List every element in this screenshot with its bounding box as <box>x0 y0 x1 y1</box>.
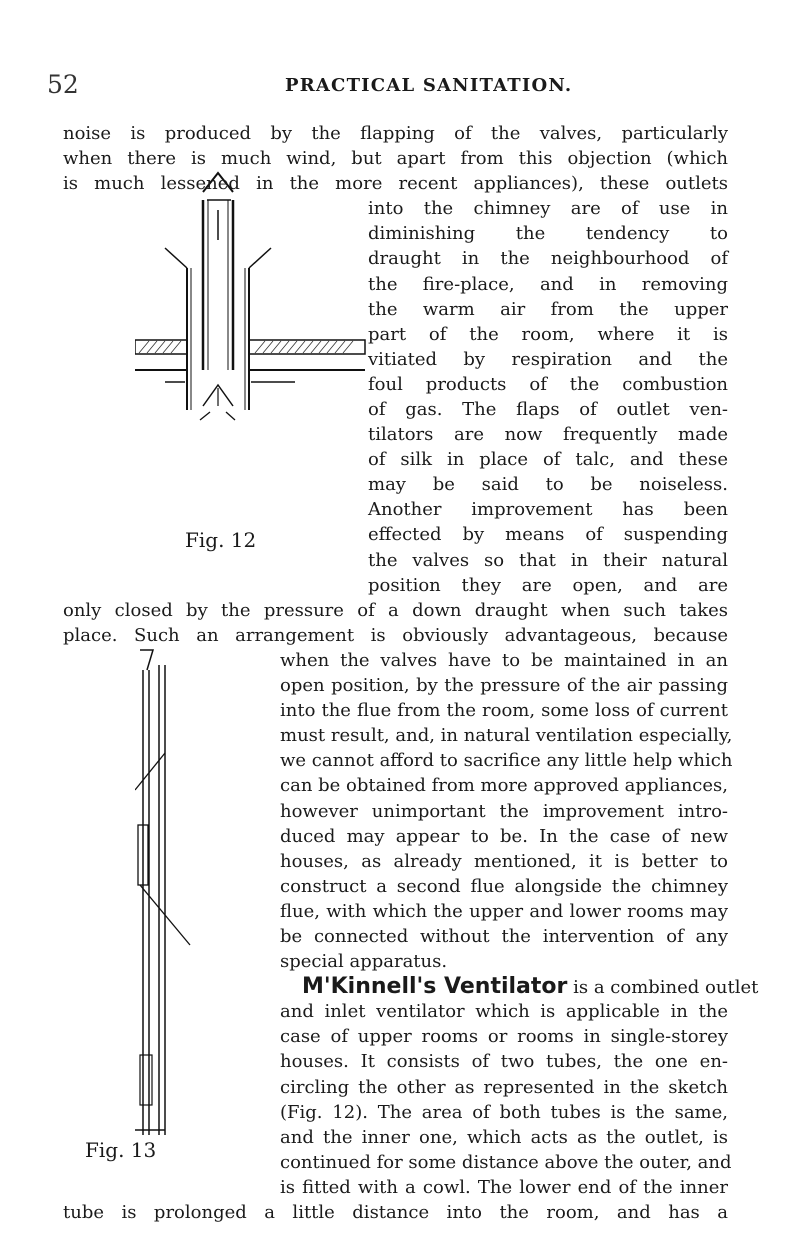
page-number: 52 <box>47 70 79 99</box>
text-line: the fire-place, and in removing <box>368 274 728 295</box>
fig13-illustration <box>135 645 235 1145</box>
text-line: of silk in place of talc, and these <box>368 449 728 470</box>
text-line: open position, by the pressure of the air passing <box>280 675 728 696</box>
text-line: is much lessened in the more recent appliances), these outlets <box>63 173 728 194</box>
running-title: PRACTICAL SANITATION. <box>285 75 573 96</box>
text-line: (Fig. 12). The area of both tubes is the same, <box>280 1102 728 1123</box>
fig13-caption: Fig. 13 <box>85 1138 157 1162</box>
text-line: is a combined outlet <box>573 977 759 998</box>
text-line: effected by means of suspending <box>368 524 728 545</box>
text-line: case of upper rooms or rooms in single-storey <box>280 1026 728 1047</box>
text-line: and inlet ventilator which is applicable in the <box>280 1001 728 1022</box>
text-line: be connected without the intervention of any <box>280 926 728 947</box>
fig12-caption: Fig. 12 <box>185 528 257 552</box>
text-line: houses. It consists of two tubes, the one en- <box>280 1051 728 1072</box>
text-line: draught in the neighbourhood of <box>368 248 728 269</box>
text-line: Another improvement has been <box>368 499 728 520</box>
text-line: vitiated by respiration and the <box>368 349 728 370</box>
text-line: tube is prolonged a little distance into the room, and has a <box>63 1202 728 1223</box>
text-line: and the inner one, which acts as the outlet, is <box>280 1127 728 1148</box>
text-line: may be said to be noiseless. <box>368 474 728 495</box>
page-header <box>0 70 801 102</box>
text-line: tilators are now frequently made <box>368 424 728 445</box>
text-line: when there is much wind, but apart from this objection (which <box>63 148 728 169</box>
text-line: is fitted with a cowl. The lower end of the inner <box>280 1177 728 1198</box>
text-line: continued for some distance above the outer, and <box>280 1152 732 1173</box>
text-line: part of the room, where it is <box>368 324 728 345</box>
fig12-illustration <box>135 170 385 430</box>
text-line: only closed by the pressure of a down draught when such takes <box>63 600 728 621</box>
text-line: into the chimney are of use in <box>368 198 728 219</box>
text-line: of gas. The flaps of outlet ven- <box>368 399 728 420</box>
text-line: foul products of the combustion <box>368 374 728 395</box>
text-line: place. Such an arrangement is obviously advantageous, because <box>63 625 728 646</box>
text-line: diminishing the tendency to <box>368 223 728 244</box>
section-heading: M'Kinnell's Ventilator <box>302 974 568 999</box>
text-line: special apparatus. <box>280 951 448 972</box>
text-line: the valves so that in their natural <box>368 550 728 571</box>
text-line: noise is produced by the flapping of the valves, particularly <box>63 123 728 144</box>
text-line: must result, and, in natural ventilation especially, <box>280 725 733 746</box>
text-line <box>302 974 759 999</box>
text-line: we cannot afford to sacrifice any little help which <box>280 750 733 771</box>
text-line: duced may appear to be. In the case of new <box>280 826 728 847</box>
text-line: when the valves have to be maintained in an <box>280 650 728 671</box>
text-line: into the flue from the room, some loss of current <box>280 700 728 721</box>
text-line: position they are open, and are <box>368 575 728 596</box>
text-line: houses, as already mentioned, it is better to <box>280 851 728 872</box>
text-line: the warm air from the upper <box>368 299 728 320</box>
text-line: circling the other as represented in the sketch <box>280 1077 728 1098</box>
text-line: flue, with which the upper and lower rooms may <box>280 901 728 922</box>
text-line: can be obtained from more approved appliances, <box>280 775 728 796</box>
text-line: however unimportant the improvement intro- <box>280 801 728 822</box>
text-line: construct a second flue alongside the chimney <box>280 876 728 897</box>
